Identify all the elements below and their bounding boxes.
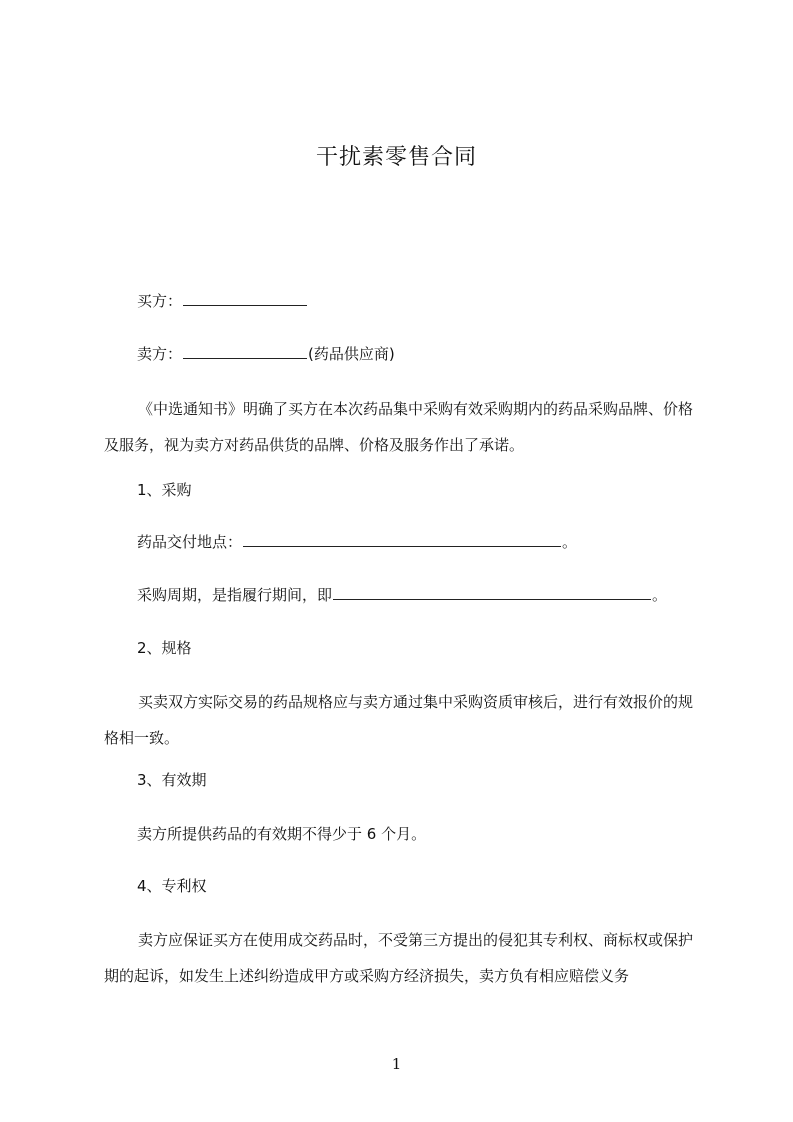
period-end: 。 [652,586,668,604]
intro-paragraph: 《中选通知书》明确了买方在本次药品集中采购有效采购期内的药品采购品牌、价格及服务，视为卖方对药品供货的品牌、价格及服务作出了承诺。 [104,400,694,454]
buyer-blank [183,291,307,306]
period-label: 采购周期，是指履行期间，即 [137,586,333,604]
seller-suffix: (药品供应商) [308,345,395,363]
section2-paragraph: 买卖双方实际交易的药品规格应与卖方通过集中采购资质审核后，进行有效报价的规格相一致。 [104,693,694,747]
buyer-line [137,291,308,311]
period-blank [333,585,651,600]
delivery-label: 药品交付地点： [137,533,243,551]
buyer-label: 买方： [137,292,183,310]
seller-blank [183,344,307,359]
section4-paragraph: 卖方应保证买方在使用成交药品时，不受第三方提出的侵犯其专利权、商标权或保护期的起诉，如发生上述纠纷造成甲方或采购方经济损失，卖方负有相应赔偿义务 [104,931,694,985]
seller-line [137,344,395,364]
delivery-end: 。 [562,533,578,551]
section4-heading: 4、专利权 [137,877,207,895]
section3-heading: 3、有效期 [137,771,207,789]
document-title: 干扰素零售合同 [315,145,477,170]
seller-label: 卖方： [137,345,183,363]
section3-paragraph: 卖方所提供药品的有效期不得少于 6 个月。 [137,825,427,843]
period-line [137,585,667,605]
page-number: 1 [391,1055,402,1073]
delivery-blank [243,532,561,547]
section2-heading: 2、规格 [137,639,192,657]
delivery-line [137,532,577,552]
section1-heading: 1、采购 [137,481,192,499]
